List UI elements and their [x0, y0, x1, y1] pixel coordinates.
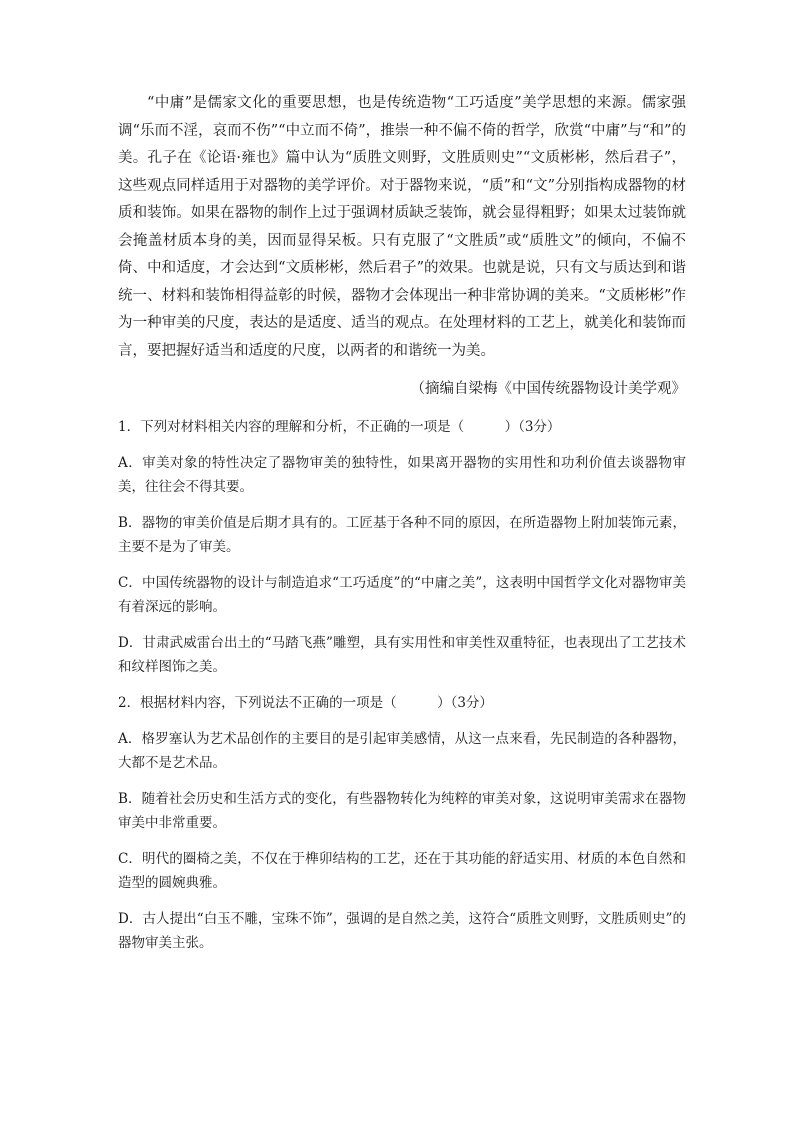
passage-source: （摘编自梁梅《中国传统器物设计美学观》	[410, 381, 686, 397]
question-stem: 1．下列对材料相关内容的理解和分析，不正确的一项是（ ）（3分）	[118, 419, 561, 435]
option-c[interactable]: C．明代的圈椅之美，不仅在于榫卯结构的工艺，还在于其功能的舒适实用、材质的本色自然和造型的圆婉典雅。	[118, 851, 686, 891]
question-stem: 2．根据材料内容，下列说法不正确的一项是（ ）（3分）	[118, 695, 493, 711]
reading-passage	[118, 90, 686, 400]
option-a[interactable]: A．格罗塞认为艺术品创作的主要目的是引起审美感情，从这一点来看，先民制造的各种器物，大都不是艺术品。	[118, 731, 686, 771]
question-2	[118, 691, 686, 955]
document-page	[118, 90, 686, 967]
option-d[interactable]: D．甘肃武威雷台出土的“马踏飞燕”雕塑，具有实用性和审美性双重特征，也表现出了工艺技术和纹样图饰之美。	[118, 635, 686, 675]
option-b[interactable]: B．随着社会历史和生活方式的变化，有些器物转化为纯粹的审美对象，这说明审美需求在器物审美中非常重要。	[118, 791, 686, 831]
option-d[interactable]: D．古人提出“白玉不雕，宝珠不饰”，强调的是自然之美，这符合“质胜文则野，文胜质则史”的器物审美主张。	[118, 911, 686, 951]
option-a[interactable]: A．审美对象的特性决定了器物审美的独特性，如果离开器物的实用性和功利价值去谈器物审美，往往会不得其要。	[118, 455, 686, 495]
passage-paragraph: “中庸”是儒家文化的重要思想，也是传统造物“工巧适度”美学思想的来源。儒家强调“乐而不淫，哀而不伤”“中立而不倚”，推崇一种不偏不倚的哲学，欣赏“中庸”与“和”的美。孔子在《论语·雍也》篇中认为“质胜文则野，文胜质则史”“文质彬彬，然后君子”，这些观点同样适用于对器物的美学评价。对于器物来说，“质”和“文”分别指构成器物的材质和装饰。如果在器物的制作上过于强调材质缺乏装饰，就会显得粗野；如果太过装饰就会掩盖材质本身的美，因而显得呆板。只有克服了“文胜质”或“质胜文”的倾向，不偏不倚、中和适度，才会达到“文质彬彬，然后君子”的效果。也就是说，只有文与质达到和谐统一、材料和装饰相得益彰的时候，器物才会体现出一种非常协调的美来。“文质彬彬”作为一种审美的尺度，表达的是适度、适当的观点。在处理材料的工艺上，就美化和装饰而言，要把握好适当和适度的尺度，以两者的和谐统一为美。	[118, 95, 686, 359]
option-c[interactable]: C．中国传统器物的设计与制造追求“工巧适度”的“中庸之美”，这表明中国哲学文化对器物审美有着深远的影响。	[118, 575, 686, 615]
question-1	[118, 415, 686, 679]
option-b[interactable]: B．器物的审美价值是后期才具有的。工匠基于各种不同的原因，在所造器物上附加装饰元素，主要不是为了审美。	[118, 515, 686, 555]
